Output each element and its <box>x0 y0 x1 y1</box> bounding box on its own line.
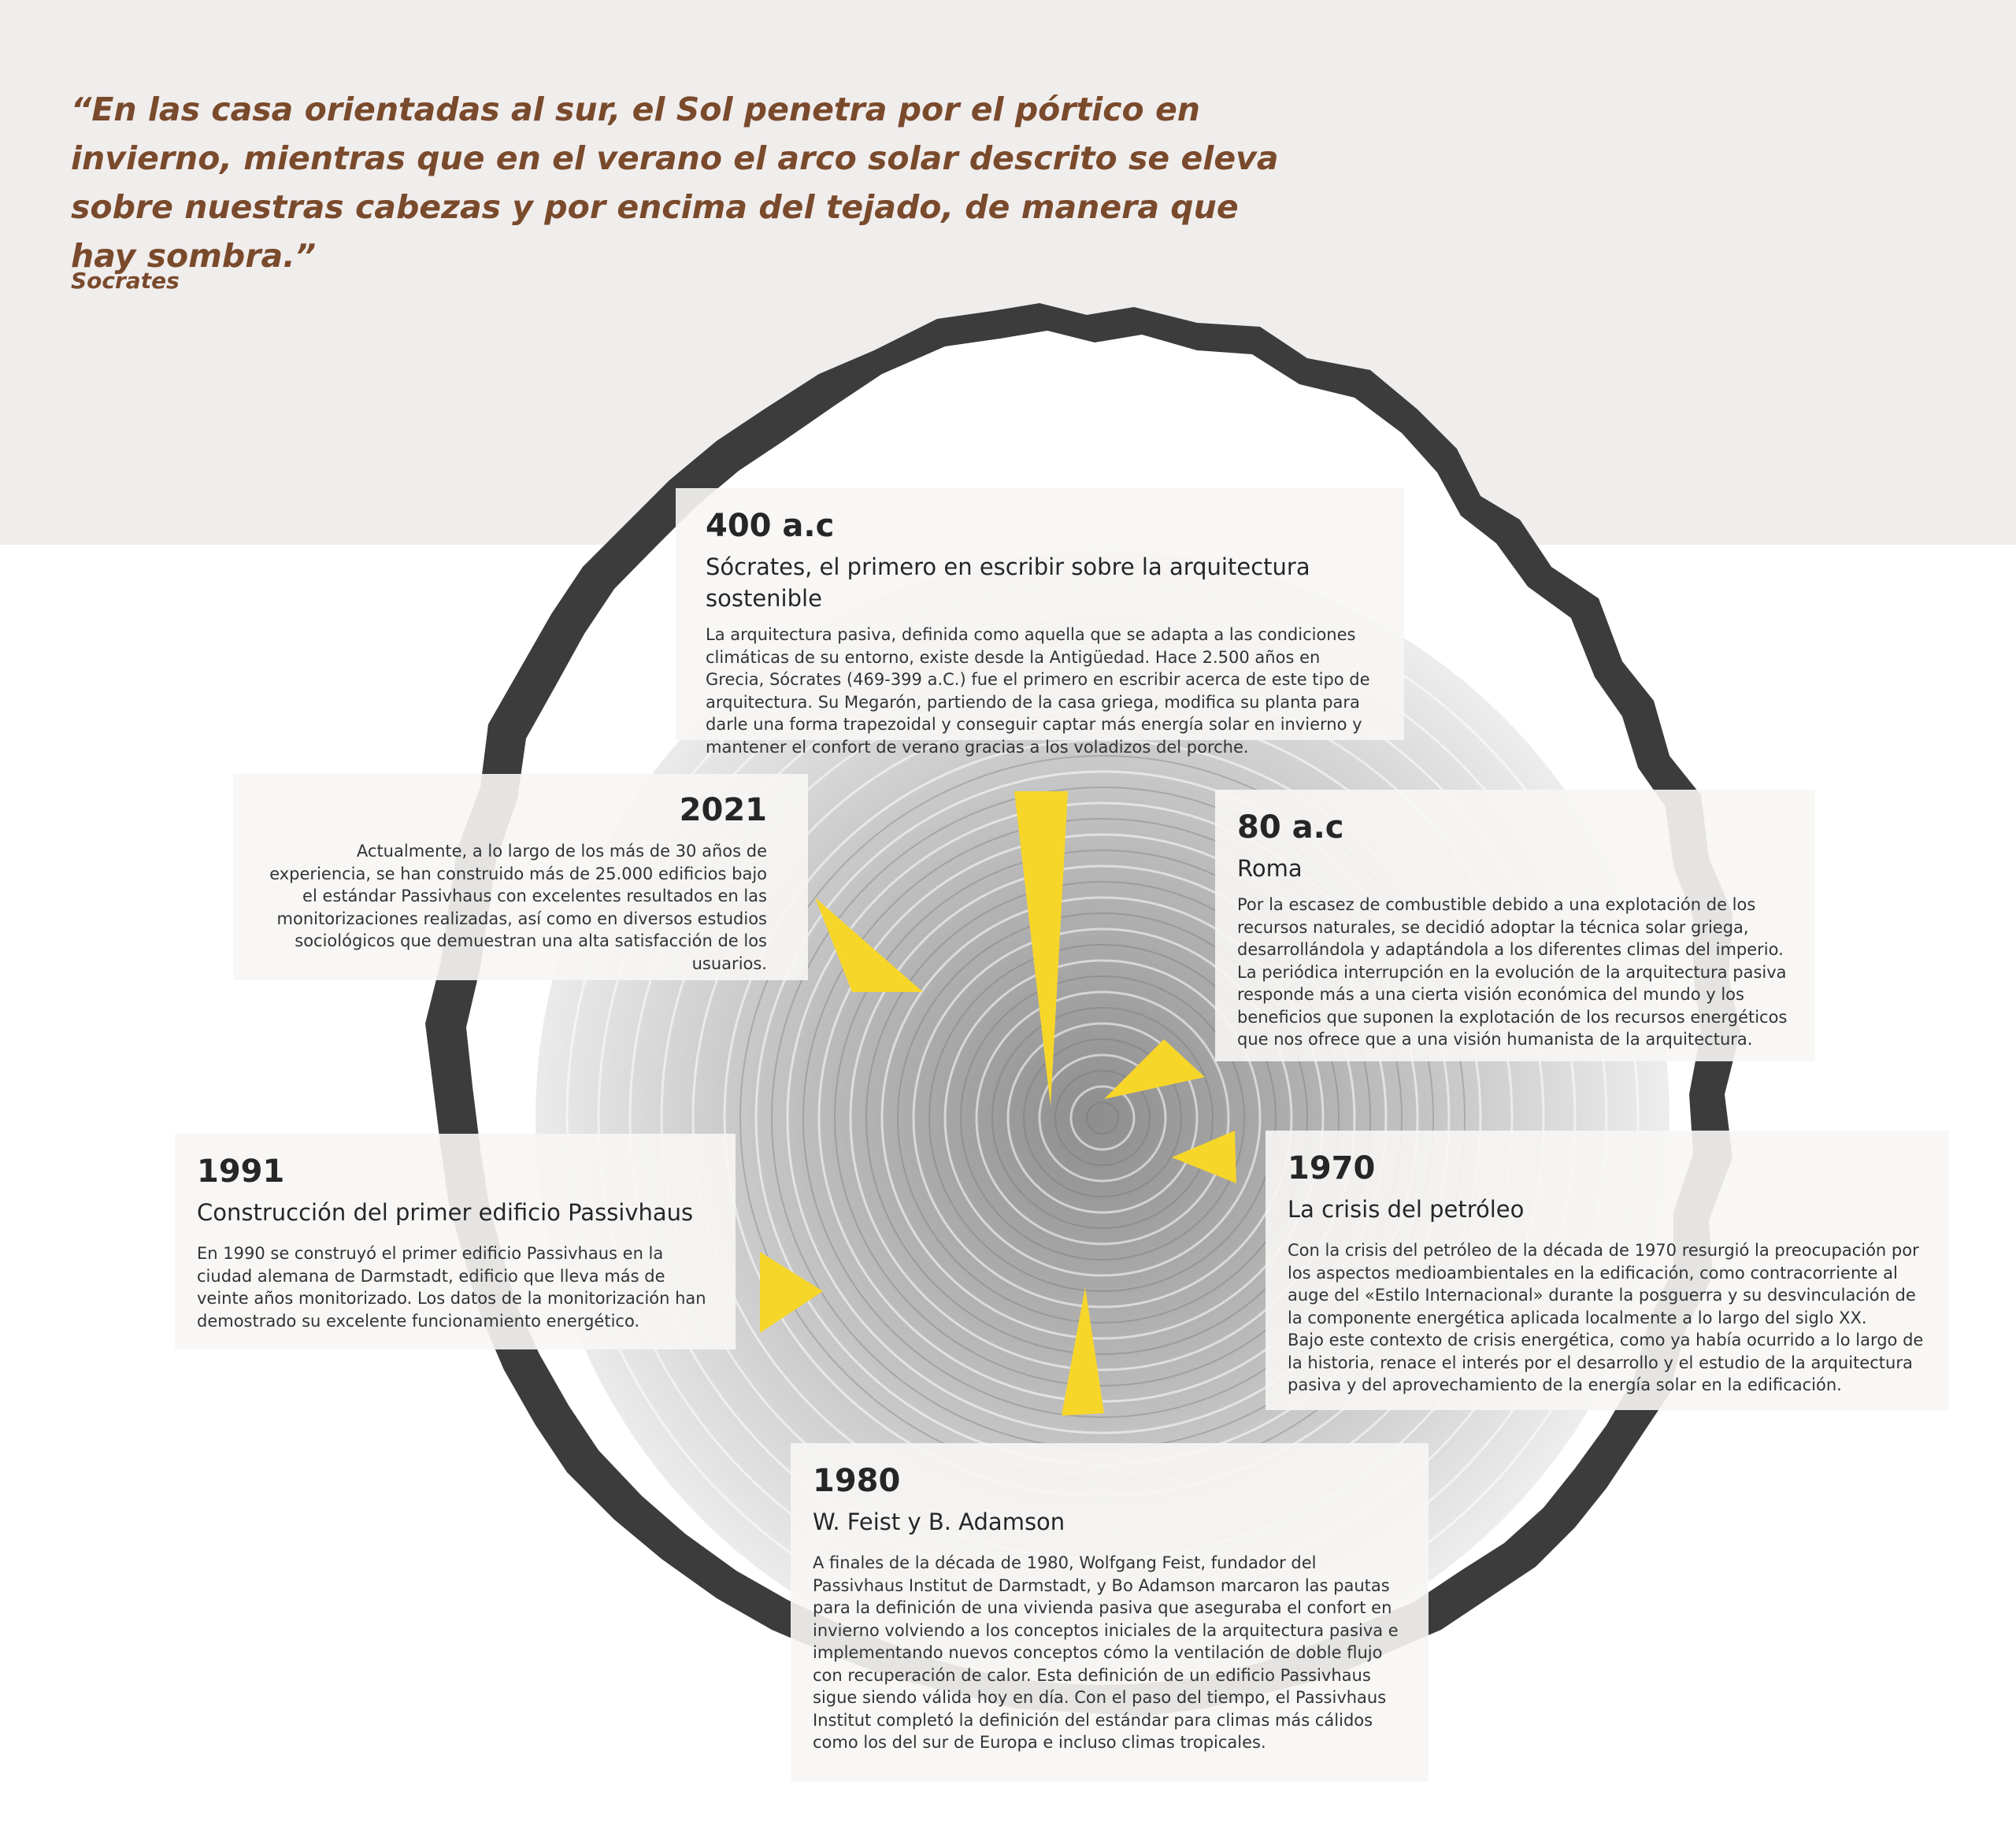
card-body: La arquitectura pasiva, definida como aquella que se adapta a las condiciones climáticas de su entorno, existe desde la Antigüedad. Hace 2.500 años en Grecia, Sócrates (469-399 a.C.) fue el primero en escribir acerca de este tipo de arquitectura. Su Megarón, partiendo de la casa griega, modifica su planta para darle una forma trapezoidal y conseguir captar más energía solar en invierno y mantener el confort de verano gracias a los voladizos del porche. <box>706 625 1370 757</box>
timeline-card-1991 <box>175 1134 736 1349</box>
card-title: Roma <box>1237 855 1303 882</box>
card-body: A finales de la década de 1980, Wolfgang Feist, fundador del Passivhaus Institut de Darmstadt, y Bo Adamson marcaron las pautas para la definición de una vivienda pasiva que aseguraba el confort en invierno volviendo a los conceptos iniciales de la arquitectura pasiva e implementando nuevos conceptos cómo la ventilación de doble flujo con recuperación de calor. Esta definición de un edificio Passivhaus sigue siendo válida hoy en día. Con el paso del tiempo, el Passivhaus Institut completó la definición del estándar para climas más cálidos como los del sur de Europa e incluso climas tropicales. <box>813 1553 1399 1752</box>
card-body: Con la crisis del petróleo de la década de 1970 resurgió la preocupación por los aspectos medioambientales en la edificación, como contracorriente al auge del «Estilo Internacional» durante la posguerra y su desvinculación de la componente energética aplicada localmente a lo largo del siglo XX. Bajo este contexto de crisis energética, como ya había ocurrido a lo largo de la historia, renace el interés por el desarrollo y el estudio de la arquitectura pasiva y del aprovechamiento de la energía solar en la edificación. <box>1288 1241 1924 1394</box>
timeline-card-1980 <box>791 1443 1429 1782</box>
card-body: En 1990 se construyó el primer edificio Passivhaus en la ciudad alemana de Darmstadt, edificio que lleva más de veinte años monitorizado. Los datos de la monitorización han demostrado su excelente funcionamiento energético. <box>197 1244 706 1331</box>
card-title: Construcción del primer edificio Passivhaus <box>197 1199 694 1226</box>
card-year: 1991 <box>197 1153 285 1190</box>
card-year: 2021 <box>679 792 767 828</box>
timeline-card-2021 <box>233 774 808 980</box>
timeline-card-80ac <box>1215 790 1815 1061</box>
card-year: 400 a.c <box>706 508 835 544</box>
quote-author: Socrates <box>71 268 180 294</box>
card-year: 1970 <box>1288 1150 1376 1186</box>
card-title: Sócrates, el primero en escribir sobre la arquitectura sostenible <box>706 553 1310 612</box>
card-body: Actualmente, a lo largo de los más de 30 años de experiencia, se han construido más de 25.000 edificios bajo el estándar Passivhaus con excelentes resultados en las monitorizaciones realizadas, así como en diversos estudios sociológicos que demuestran una alta satisfacción de los usuarios. <box>269 842 767 973</box>
card-year: 80 a.c <box>1237 809 1344 846</box>
card-body: Por la escasez de combustible debido a una explotación de los recursos naturales, se decidió adoptar la técnica solar griega, desarrollándola y adaptándola a los diferentes climas del imperio. La periódica interrupción en la evolución de la arquitectura pasiva responde más a una cierta visión económica del mundo y los beneficios que suponen la explotación de los recursos energéticos que nos ofrece que a una visión humanista de la arquitectura. <box>1237 895 1788 1049</box>
timeline-card-1970 <box>1266 1131 1949 1410</box>
card-title: W. Feist y B. Adamson <box>813 1508 1065 1535</box>
socrates-quote: “En las casa orientadas al sur, el Sol penetra por el pórtico en invierno, mientras que en el verano el arco solar descrito se eleva sobre nuestras cabezas y por encima del tejado, de manera que hay sombra.” <box>71 91 1279 275</box>
card-title: La crisis del petróleo <box>1288 1196 1525 1223</box>
card-year: 1980 <box>813 1463 901 1499</box>
timeline-card-400ac <box>676 488 1404 757</box>
